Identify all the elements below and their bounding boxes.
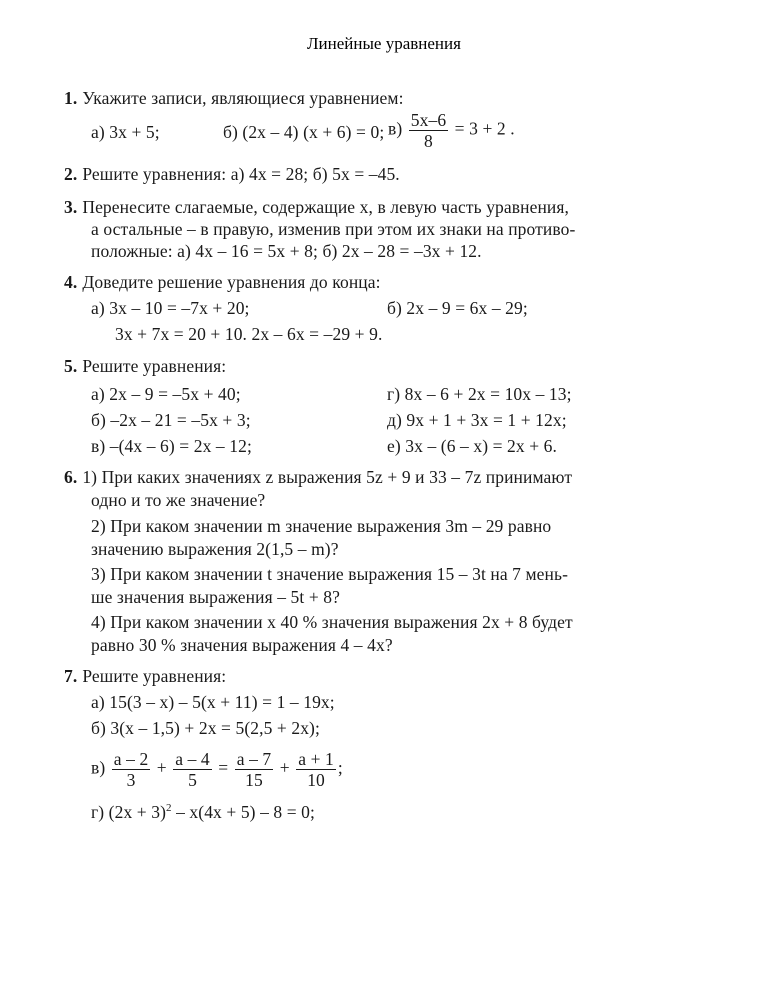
equation-part: г) (2x + 3): [91, 802, 167, 822]
operator: +: [156, 757, 167, 778]
page-title: Линейные уравнения: [307, 34, 461, 53]
task-7-heading: [64, 666, 226, 687]
task-number: 3.: [64, 197, 78, 217]
numerator: a + 1: [298, 749, 334, 769]
numerator: a – 7: [236, 749, 272, 769]
task-text: Перенесите слагаемые, содержащие x, в левую часть уравнения,: [82, 197, 570, 217]
task-number: 4.: [64, 272, 78, 292]
task-6-line: 2) При каком значении m значение выражения 3m – 29 равно: [91, 516, 552, 536]
fraction: [409, 110, 448, 151]
numerator: a – 4: [175, 749, 210, 769]
task-6-line: [64, 467, 572, 488]
denominator: 10: [307, 770, 325, 790]
task-7-option-d: [91, 802, 315, 823]
task-5-option: а) 2x – 9 = –5x + 40;: [91, 384, 241, 404]
task-7-option-a: а) 15(3 – x) – 5(x + 11) = 1 – 19x;: [91, 692, 335, 712]
task-6-line: ше значения выражения – 5t + 8?: [91, 587, 340, 607]
task-5-option: в) –(4x – 6) = 2x – 12;: [91, 436, 252, 456]
task-5-option: б) –2x – 21 = –5x + 3;: [91, 410, 251, 430]
fraction: [173, 749, 212, 790]
task-number: 7.: [64, 666, 78, 686]
numerator: 5x–6: [410, 110, 447, 130]
task-text: Доведите решение уравнения до конца:: [82, 272, 381, 292]
operator: =: [218, 757, 229, 778]
task-4-work: 3x + 7x = 20 + 10. 2x – 6x = –29 + 9.: [115, 324, 383, 344]
task-text: Укажите записи, являющиеся уравнением:: [82, 88, 404, 108]
task-3-line-1: [64, 197, 569, 218]
task-text: 1) При каких значениях z выражения 5z + 9 и 33 – 7z принимают: [82, 467, 573, 487]
fraction: [112, 749, 151, 790]
task-1-option-c: [388, 110, 515, 151]
denominator: 5: [188, 770, 197, 790]
task-text: Решите уравнения: а) 4x = 28; б) 5x = –45.: [82, 164, 400, 184]
task-1-option-a: а) 3x + 5;: [91, 122, 160, 142]
denominator: 8: [424, 131, 433, 151]
task-5-heading: [64, 356, 226, 377]
task-6-line: одно и то же значение?: [91, 490, 266, 510]
fraction: [296, 749, 336, 790]
operator: +: [279, 757, 290, 778]
task-3-line-3: положные: а) 4x – 16 = 5x + 8; б) 2x – 28 = –3x + 12.: [91, 241, 482, 261]
task-text: Решите уравнения:: [82, 666, 227, 686]
fraction: [235, 749, 274, 790]
equation-rest: – x(4x + 5) – 8 = 0;: [171, 802, 315, 822]
numerator: a – 2: [113, 749, 149, 769]
option-label: в): [388, 118, 403, 139]
task-number: 6.: [64, 467, 78, 487]
task-1-option-b: б) (2x – 4) (x + 6) = 0;: [223, 122, 385, 142]
task-6-line: равно 30 % значения выражения 4 – 4x?: [91, 635, 393, 655]
task-5-option: г) 8x – 6 + 2x = 10x – 13;: [387, 384, 572, 404]
task-5-option: д) 9x + 1 + 3x = 1 + 12x;: [387, 410, 567, 430]
task-text: Решите уравнения:: [82, 356, 227, 376]
task-1-heading: [64, 88, 404, 109]
task-4-heading: [64, 272, 381, 293]
task-2: [64, 164, 400, 185]
denominator: 3: [126, 770, 136, 790]
exponent: 2: [166, 802, 172, 815]
task-7-option-b: б) 3(x – 1,5) + 2x = 5(2,5 + 2x);: [91, 718, 320, 738]
denominator: 15: [245, 770, 263, 790]
task-number: 5.: [64, 356, 78, 376]
operator: ;: [337, 757, 343, 778]
task-number: 2.: [64, 164, 78, 184]
task-6-line: 3) При каком значении t значение выражения 15 – 3t на 7 мень-: [91, 564, 569, 584]
task-number: 1.: [64, 88, 78, 108]
task-6-line: 4) При каком значении x 40 % значения выражения 2x + 8 будет: [91, 612, 573, 632]
task-4-option-b: б) 2x – 9 = 6x – 29;: [387, 298, 528, 318]
task-4-option-a: а) 3x – 10 = –7x + 20;: [91, 298, 250, 318]
task-6-line: значению выражения 2(1,5 – m)?: [91, 539, 339, 559]
task-5-option: е) 3x – (6 – x) = 2x + 6.: [387, 436, 557, 456]
equation-rest: = 3 + 2 .: [454, 118, 515, 139]
task-7-option-c: [91, 749, 343, 790]
option-label: в): [91, 757, 106, 778]
task-3-line-2: а остальные – в правую, изменив при этом их знаки на противо-: [91, 219, 576, 239]
